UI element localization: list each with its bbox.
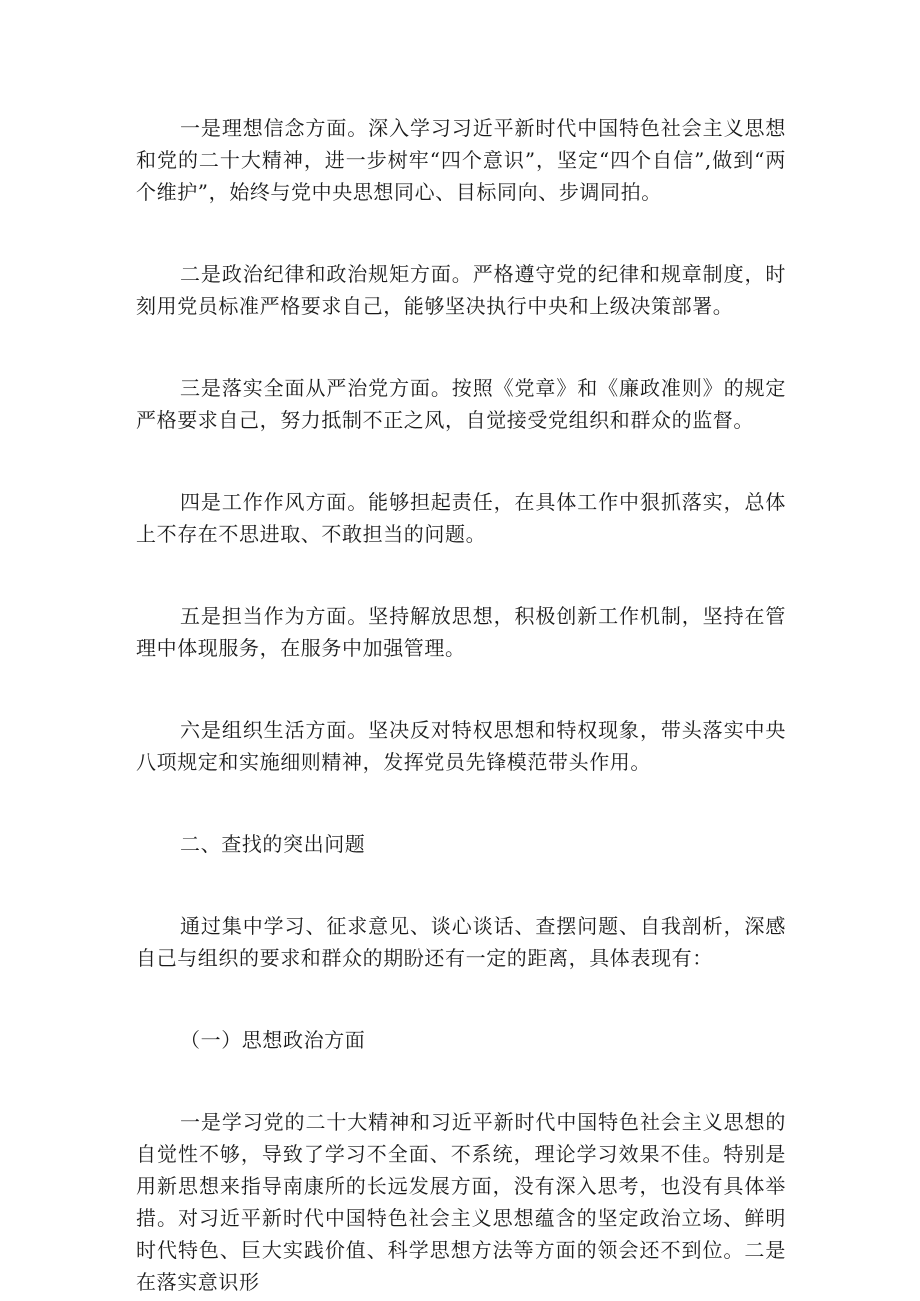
subsection-heading-ideology: （一）思想政治方面: [180, 1028, 366, 1052]
section-heading-problems: 二、查找的突出问题: [180, 832, 366, 856]
paragraph-organizational-life: 六是组织生活方面。坚决反对特权思想和特权现象，带头落实中央八项规定和实施细则精神，发挥党员先锋模范带头作用。: [136, 718, 786, 774]
paragraph-ideals-faith: 一是理想信念方面。深入学习习近平新时代中国特色社会主义思想和党的二十大精神，进一步树牢“四个意识”，坚定“四个自信”,做到“两个维护”，始终与党中央思想同心、目标同向、步调同拍。: [136, 116, 786, 204]
paragraph-political-discipline: 二是政治纪律和政治规矩方面。严格遵守党的纪律和规章制度，时刻用党员标准严格要求自己，能够坚决执行中央和上级决策部署。: [136, 262, 786, 318]
paragraph-work-style: 四是工作作风方面。能够担起责任，在具体工作中狠抓落实，总体上不存在不思进取、不敢担当的问题。: [136, 490, 786, 546]
document-body: [136, 112, 786, 1298]
paragraph-strict-governance: 三是落实全面从严治党方面。按照《党章》和《廉政准则》的规定严格要求自己，努力抵制不正之风，自觉接受党组织和群众的监督。: [136, 376, 786, 432]
paragraph-ideology-details: 一是学习党的二十大精神和习近平新时代中国特色社会主义思想的自觉性不够，导致了学习不全面、不系统，理论学习效果不佳。特别是用新思想来指导南康所的长远发展方面，没有深入思考，也没有具体举措。对习近平新时代中国特色社会主义思想蕴含的坚定政治立场、鲜明时代特色、巨大实践价值、科学思想方法等方面的领会还不到位。二是在落实意识形: [136, 1110, 786, 1294]
paragraph-problems-intro: 通过集中学习、征求意见、谈心谈话、查摆问题、自我剖析，深感自己与组织的要求和群众的期盼还有一定的距离，具体表现有：: [136, 914, 786, 970]
paragraph-responsibility: 五是担当作为方面。坚持解放思想，积极创新工作机制，坚持在管理中体现服务，在服务中加强管理。: [136, 604, 786, 660]
